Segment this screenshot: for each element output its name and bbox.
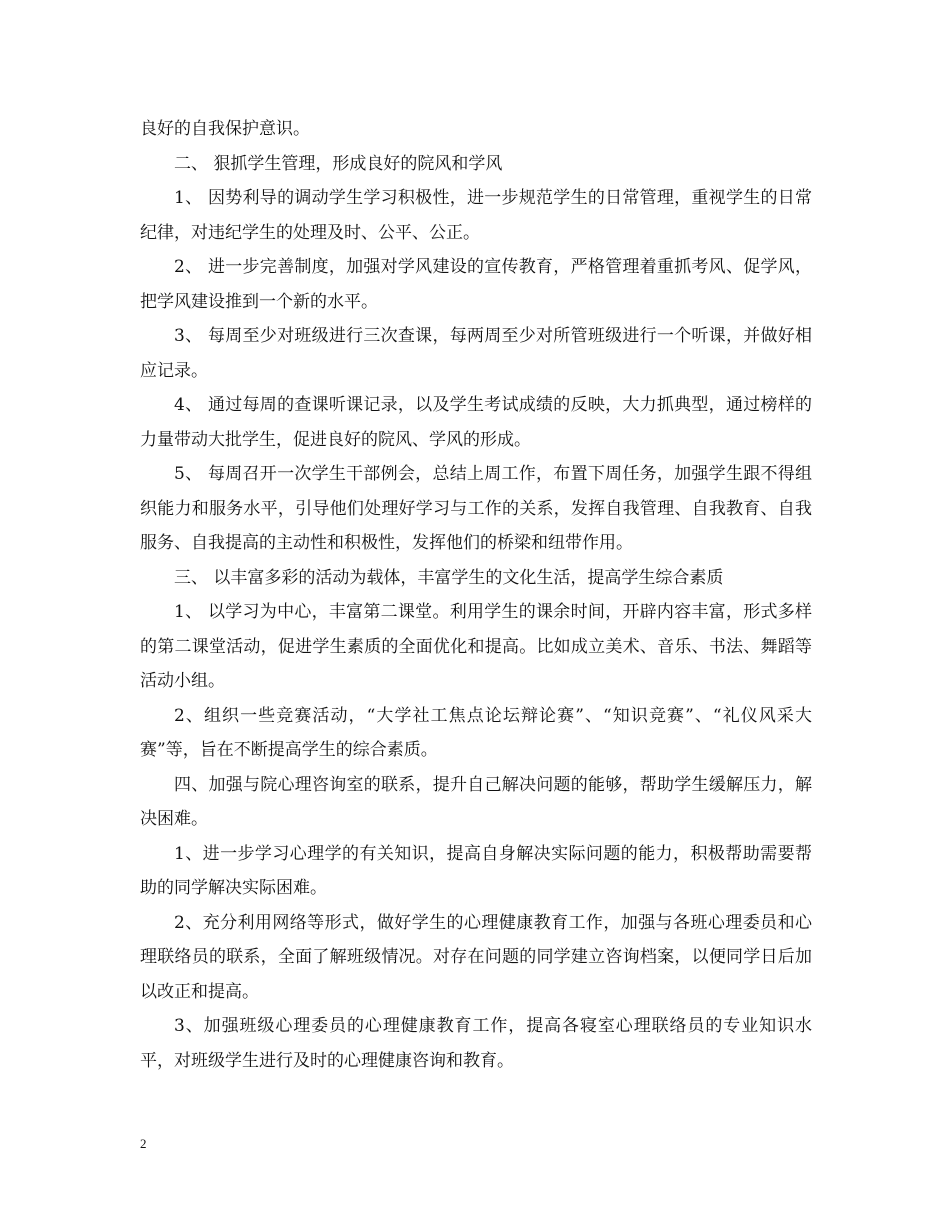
paragraph-1: 良好的自我保护意识。: [140, 119, 310, 139]
list-item-2-2: 2、 进一步完善制度，加强对学风建设的宣传教育，严格管理着重抓考风、促学风，把学风建设推到一个新的水平。: [140, 257, 812, 312]
section-heading-2: 二、 狠抓学生管理，形成良好的院风和学风: [174, 153, 503, 174]
list-item-2-5: 5、 每周召开一次学生干部例会，总结上周工作，布置下周任务，加强学生跟不得组织能力和服务水平，引导他们处理好学习与工作的关系，发挥自我管理、自我教育、自我服务、自我提高的主动性和积极性，发挥他们的桥梁和纽带作用。: [140, 464, 812, 553]
list-item-3-2: 2、组织一些竞赛活动，“大学社工焦点论坛辩论赛”、“知识竞赛”、“礼仪风采大赛”等，旨在不断提高学生的综合素质。: [140, 705, 812, 760]
list-item-4-3: 3、加强班级心理委员的心理健康教育工作，提高各寝室心理联络员的专业知识水平，对班级学生进行及时的心理健康咨询和教育。: [140, 1016, 812, 1071]
list-item-2-4: 4、 通过每周的查课听课记录，以及学生考试成绩的反映，大力抓典型，通过榜样的力量带动大批学生，促进良好的院风、学风的形成。: [140, 395, 812, 450]
section-heading-4: 四、加强与院心理咨询室的联系，提升自己解决问题的能够，帮助学生缓解压力，解决困难。: [140, 774, 812, 829]
list-item-4-2: 2、充分利用网络等形式，做好学生的心理健康教育工作，加强与各班心理委员和心理联络员的联系，全面了解班级情况。对存在问题的同学建立咨询档案，以便同学日后加以改正和提高。: [140, 912, 812, 1002]
document-body: [140, 112, 812, 1078]
page-number: 2: [140, 1136, 147, 1151]
list-item-4-1: 1、进一步学习心理学的有关知识，提高自身解决实际问题的能力，积极帮助需要帮助的同学解决实际困难。: [140, 843, 812, 898]
list-item-2-1: 1、 因势利导的调动学生学习积极性，进一步规范学生的日常管理，重视学生的日常纪律，对违纪学生的处理及时、公平、公正。: [140, 188, 812, 243]
list-item-3-1: 1、 以学习为中心，丰富第二课堂。利用学生的课余时间，开辟内容丰富，形式多样的第二课堂活动，促进学生素质的全面优化和提高。比如成立美术、音乐、书法、舞蹈等活动小组。: [140, 602, 812, 691]
section-heading-3: 三、 以丰富多彩的活动为载体，丰富学生的文化生活，提高学生综合素质: [174, 567, 724, 588]
list-item-2-3: 3、 每周至少对班级进行三次查课，每两周至少对所管班级进行一个听课，并做好相应记录。: [140, 326, 812, 381]
